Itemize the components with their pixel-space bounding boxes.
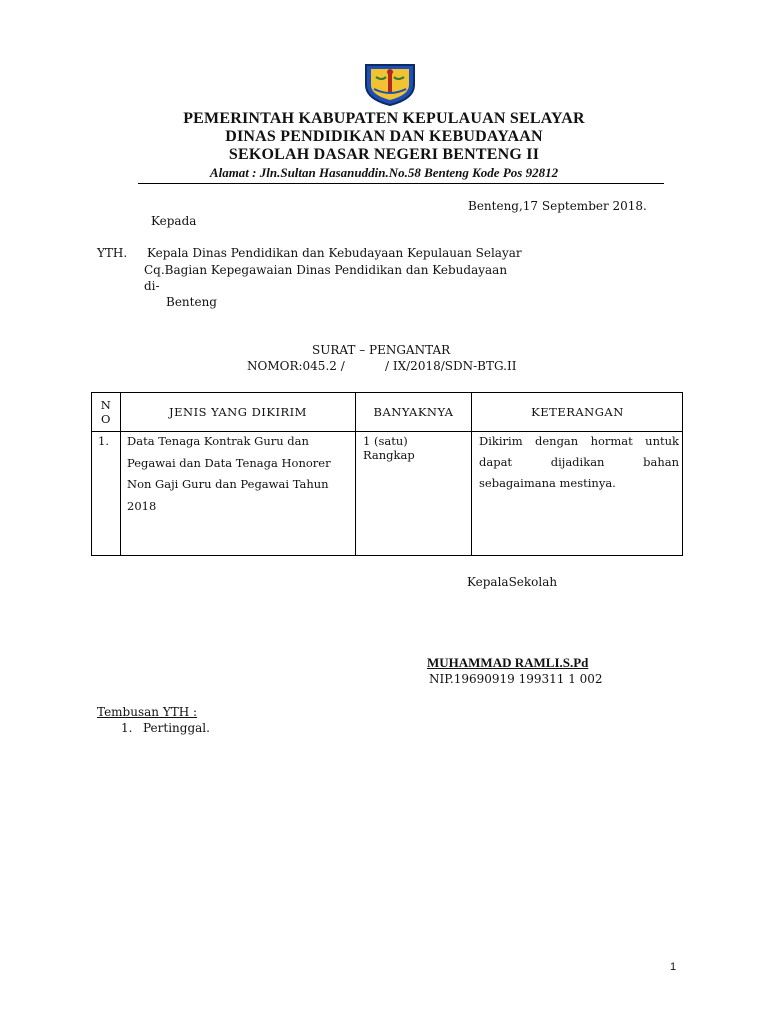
keterangan-word: dapat (479, 455, 513, 469)
letterhead-department: DINAS PENDIDIKAN DAN KEBUDAYAAN (225, 128, 543, 145)
table-cell-jenis-line: Data Tenaga Kontrak Guru dan (127, 434, 309, 448)
tembusan-heading: Tembusan YTH : (97, 705, 198, 719)
recipient-line-2: Cq.Bagian Kepegawaian Dinas Pendidikan dan Kebudayaan (144, 263, 508, 277)
tembusan-item-number: 1. (121, 721, 133, 735)
recipient-line-3: di- (144, 279, 160, 293)
table-header-keterangan: KETERANGAN (531, 405, 624, 419)
keterangan-word: Dikirim (479, 434, 523, 448)
keterangan-word: untuk (645, 434, 679, 448)
recipient-yth: YTH. (97, 246, 128, 260)
keterangan-word: hormat (590, 434, 633, 448)
recipient-line-4: Benteng (166, 295, 217, 309)
table-header-no (92, 393, 120, 431)
signature-name: MUHAMMAD RAMLI.S.Pd (427, 655, 589, 670)
letterhead-address: Alamat : Jln.Sultan Hasanuddin.No.58 Benteng Kode Pos 92812 (209, 165, 559, 180)
tembusan-item-text: Pertinggal. (143, 721, 210, 735)
table-header-banyaknya: BANYAKNYA (373, 405, 454, 419)
table-cell-jenis-line: Non Gaji Guru dan Pegawai Tahun (127, 477, 329, 491)
table-cell-keterangan-line-2 (479, 455, 679, 469)
keterangan-word: dijadikan (550, 455, 605, 469)
items-table (91, 392, 683, 556)
letterhead-divider (138, 183, 664, 184)
table-header-jenis: JENIS YANG DIKIRIM (169, 405, 307, 419)
signature-nip: NIP.19690919 199311 1 002 (429, 672, 603, 686)
table-cell-banyaknya-unit: Rangkap (363, 448, 415, 462)
regency-emblem-logo (360, 59, 420, 107)
letter-title: SURAT – PENGANTAR (312, 343, 451, 357)
letter-number-right: / IX/2018/SDN-BTG.II (385, 359, 517, 373)
table-cell-keterangan-line-1 (479, 434, 679, 448)
letter-date: Benteng,17 September 2018. (468, 199, 647, 213)
table-header-divider (92, 431, 682, 432)
recipient-kepada: Kepada (151, 214, 197, 228)
table-cell-no: 1. (98, 434, 109, 448)
keterangan-word: dengan (535, 434, 579, 448)
table-cell-jenis-line: Pegawai dan Data Tenaga Honorer (127, 456, 331, 470)
signature-role: KepalaSekolah (467, 575, 558, 589)
page-number: 1 (670, 961, 677, 973)
keterangan-word: bahan (643, 455, 679, 469)
table-cell-banyaknya-qty: 1 (satu) (363, 434, 408, 448)
table-header-no-line-2: O (101, 412, 111, 426)
letterhead-government: PEMERINTAH KABUPATEN KEPULAUAN SELAYAR (183, 110, 585, 127)
recipient-line-1: Kepala Dinas Pendidikan dan Kebudayaan Kepulauan Selayar (147, 246, 522, 260)
letter-number-left: NOMOR:045.2 / (247, 359, 345, 373)
letterhead-school: SEKOLAH DASAR NEGERI BENTENG II (228, 146, 540, 163)
table-cell-keterangan-line-3: sebagaimana mestinya. (479, 476, 616, 490)
table-header-no-line-1: N (100, 398, 112, 412)
table-cell-jenis-line: 2018 (127, 499, 157, 513)
